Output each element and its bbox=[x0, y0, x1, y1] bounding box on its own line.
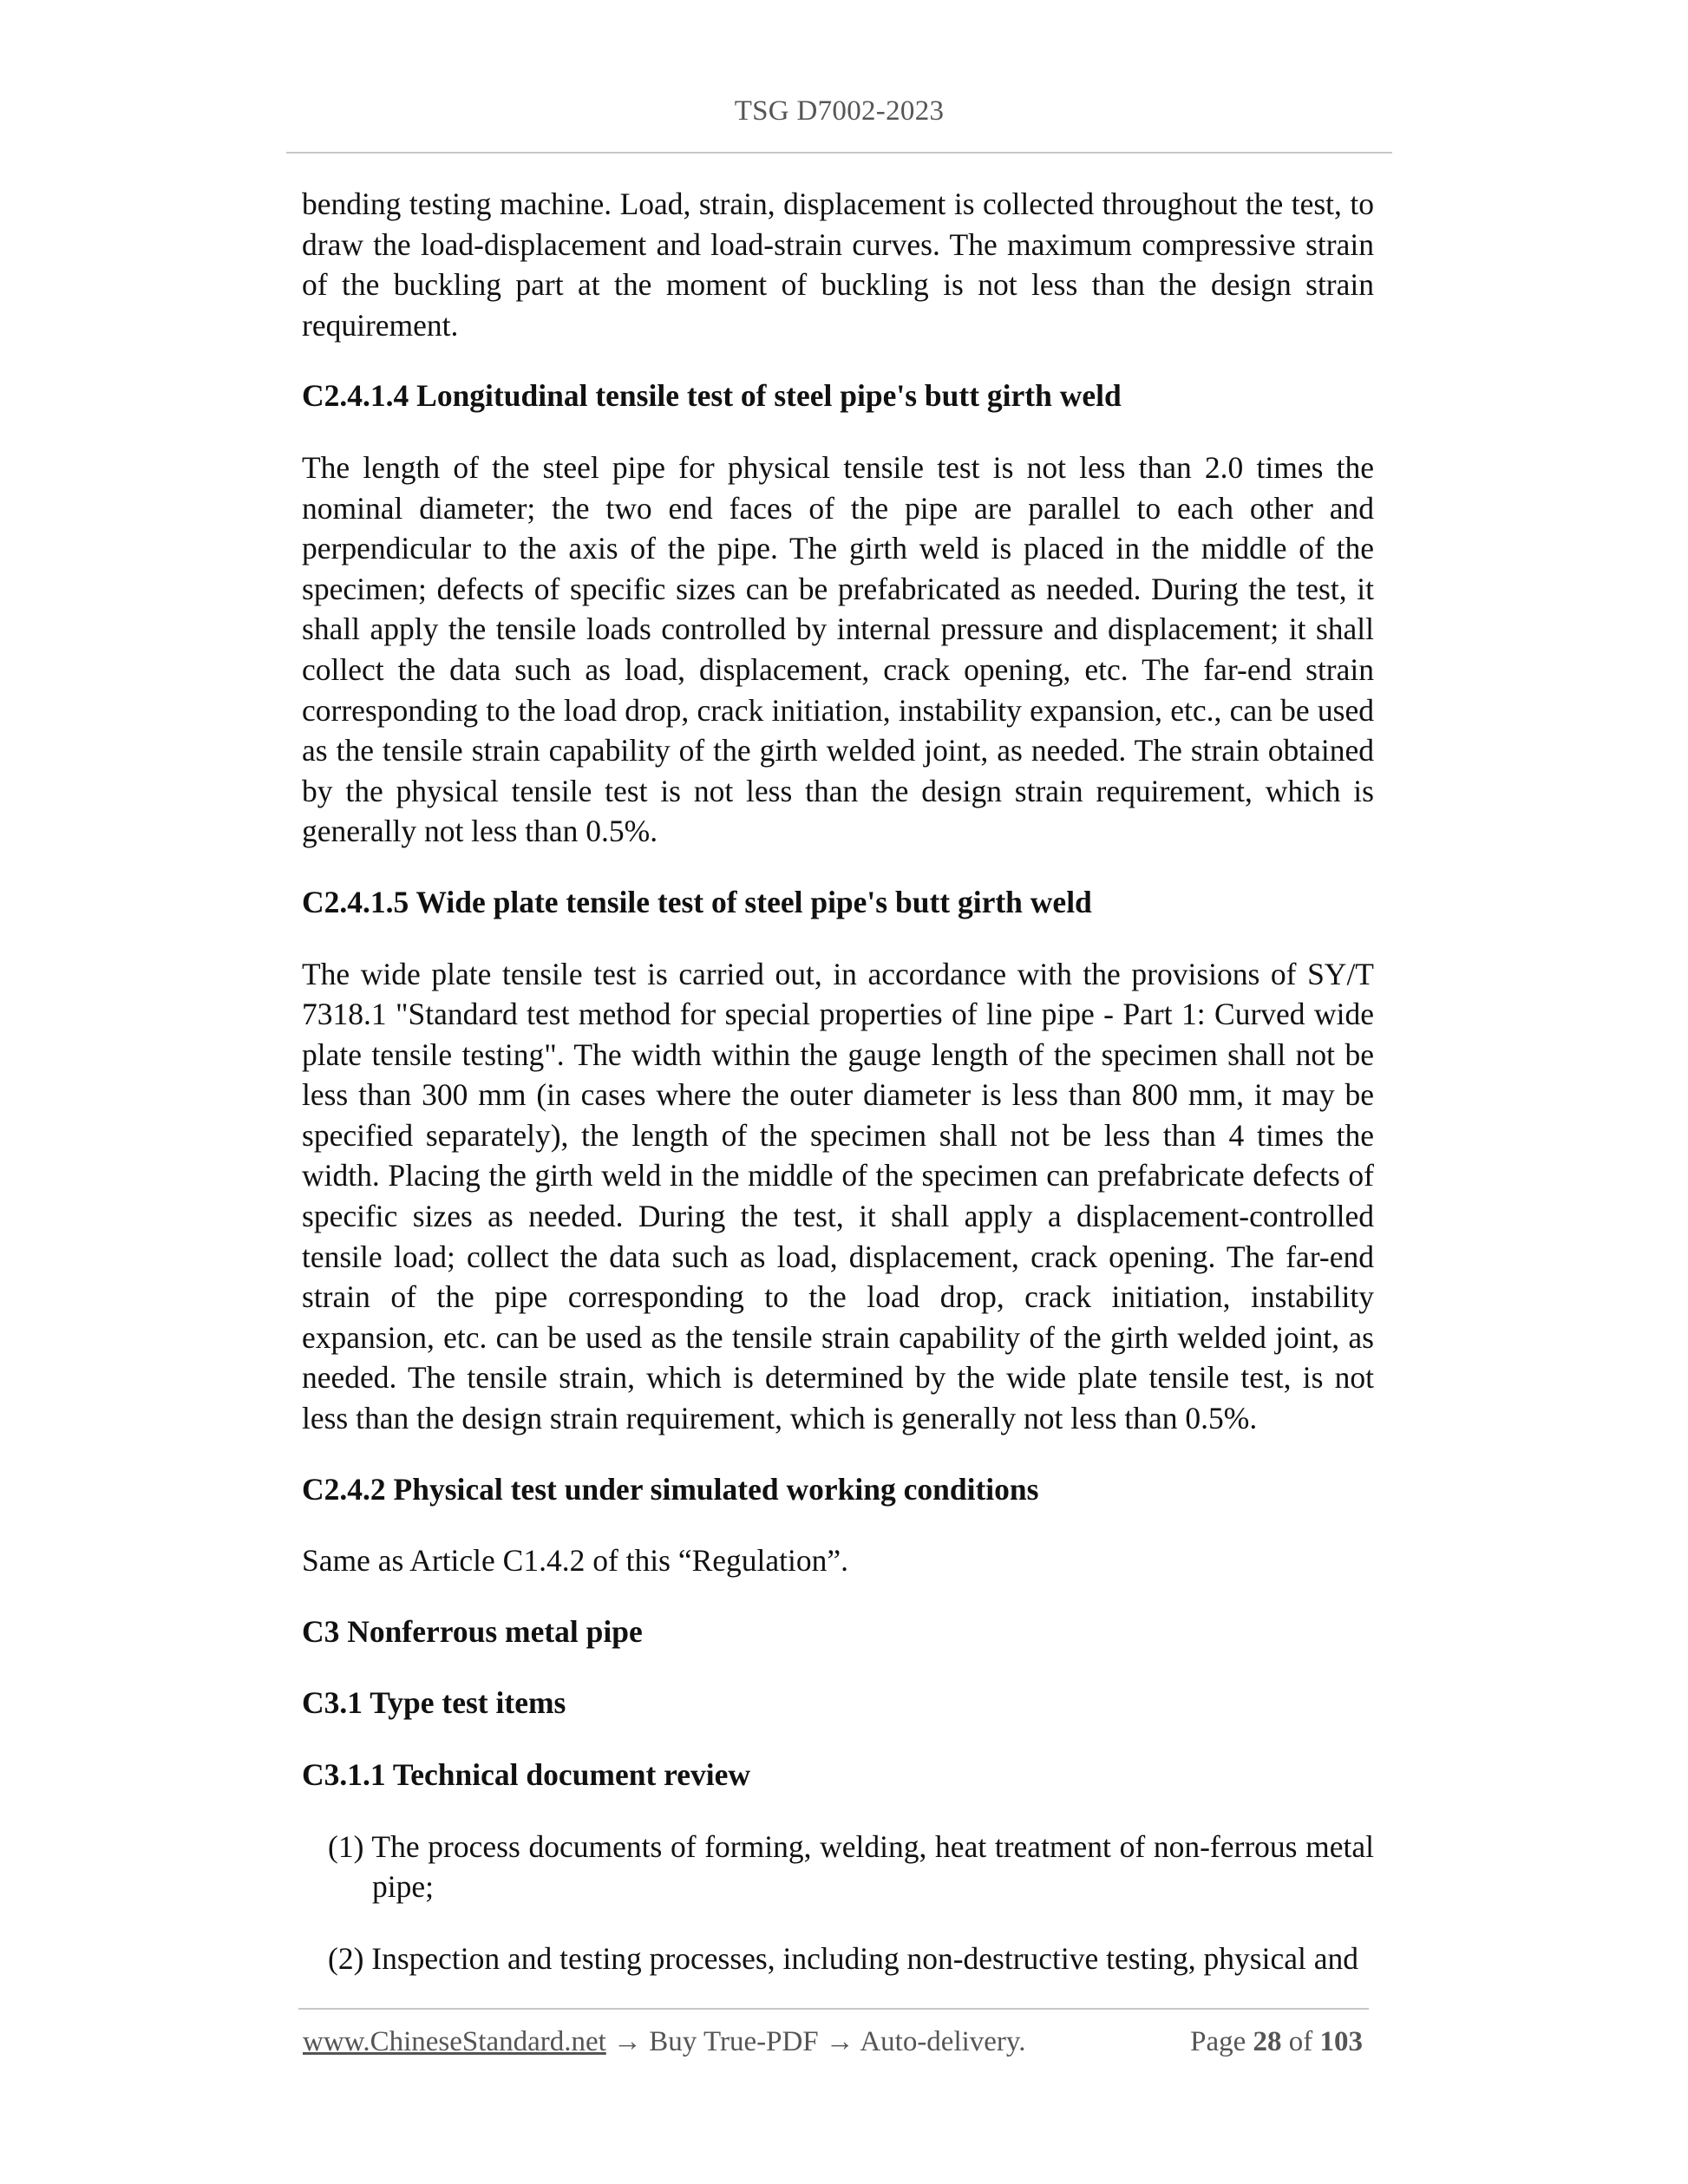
paragraph-same-as-article: Same as Article C1.4.2 of this “Regulation”. bbox=[302, 1543, 849, 1579]
footer-divider bbox=[298, 2008, 1369, 2010]
buy-true-pdf-text: Buy True-PDF bbox=[649, 2026, 819, 2057]
arrow-right-icon: → bbox=[613, 2026, 643, 2057]
of-label: of bbox=[1288, 2026, 1313, 2057]
arrow-right-icon: → bbox=[825, 2026, 854, 2057]
footer-promo bbox=[303, 2026, 1026, 2058]
chinesestandard-link[interactable]: www.ChineseStandard.net bbox=[303, 2026, 606, 2057]
page-total: 103 bbox=[1319, 2026, 1363, 2057]
list-item-process-documents: (1) The process documents of forming, welding, heat treatment of non-ferrous metal pipe; bbox=[328, 1828, 1374, 1905]
paragraph-wide-plate-tensile: The wide plate tensile test is carried out, in accordance with the provisions of SY/T 7318.1 "Standard test method for special properties of line pipe - Part 1: Curved wide plate tensile testing". The width within the gauge length of the specimen shall not be less than 300 mm (in cases where the outer diameter is less than 800 mm, it may be specified separately), the length of the specimen shall not be less than 4 times the width. Placing the girth weld in the middle of the specimen can prefabricate defects of specific sizes as needed. During the test, it shall apply a displacement-controlled tensile load; collect the data such as load, displacement, crack opening. The far-end strain of the pipe corresponding to the load drop, crack initiation, instability expansion, etc. can be used as the tensile strain capability of the girth welded joint, as needed. The tensile strain, which is determined by the wide plate tensile test, is not less than the design strain requirement, which is generally not less than 0.5%. bbox=[302, 956, 1374, 1436]
section-heading-c2-4-1-5: C2.4.1.5 Wide plate tensile test of steel pipe's butt girth weld bbox=[302, 884, 1092, 919]
section-heading-c2-4-2: C2.4.2 Physical test under simulated working conditions bbox=[302, 1471, 1039, 1507]
list-item-inspection-processes: (2) Inspection and testing processes, including non-destructive testing, physical and bbox=[328, 1940, 1358, 1976]
header-divider bbox=[286, 152, 1392, 154]
section-heading-c3-1-1: C3.1.1 Technical document review bbox=[302, 1757, 751, 1792]
page-label: Page bbox=[1190, 2026, 1246, 2057]
section-heading-c3: C3 Nonferrous metal pipe bbox=[302, 1613, 643, 1649]
paragraph-longitudinal-tensile: The length of the steel pipe for physical tensile test is not less than 2.0 times the nominal diameter; the two end faces of the pipe are parallel to each other and perpendicular to the axis of the pipe. The girth weld is placed in the middle of the specimen; defects of specific sizes can be prefabricated as needed. During the test, it shall apply the tensile loads controlled by internal pressure and displacement; it shall collect the data such as load, displacement, crack opening, etc. The far-end strain corresponding to the load drop, crack initiation, instability expansion, etc., can be used as the tensile strain capability of the girth welded joint, as needed. The strain obtained by the physical tensile test is not less than the design strain requirement, which is generally not less than 0.5%. bbox=[302, 449, 1374, 849]
page-indicator bbox=[1190, 2026, 1363, 2058]
section-heading-c3-1: C3.1 Type test items bbox=[302, 1685, 566, 1721]
auto-delivery-text: Auto-delivery. bbox=[860, 2026, 1026, 2057]
paragraph-bending-test: bending testing machine. Load, strain, displacement is collected throughout the test, to draw the load-displacement and load-strain curves. The maximum compressive strain of the buckling part at the moment of buckling is not less than the design strain requirement. bbox=[302, 186, 1374, 343]
page-number: 28 bbox=[1253, 2026, 1282, 2057]
page-footer bbox=[303, 2026, 1363, 2064]
document-body bbox=[302, 184, 1374, 2010]
section-heading-c2-4-1-4: C2.4.1.4 Longitudinal tensile test of steel pipe's butt girth weld bbox=[302, 378, 1122, 414]
page-header-title: TSG D7002-2023 bbox=[734, 95, 945, 127]
